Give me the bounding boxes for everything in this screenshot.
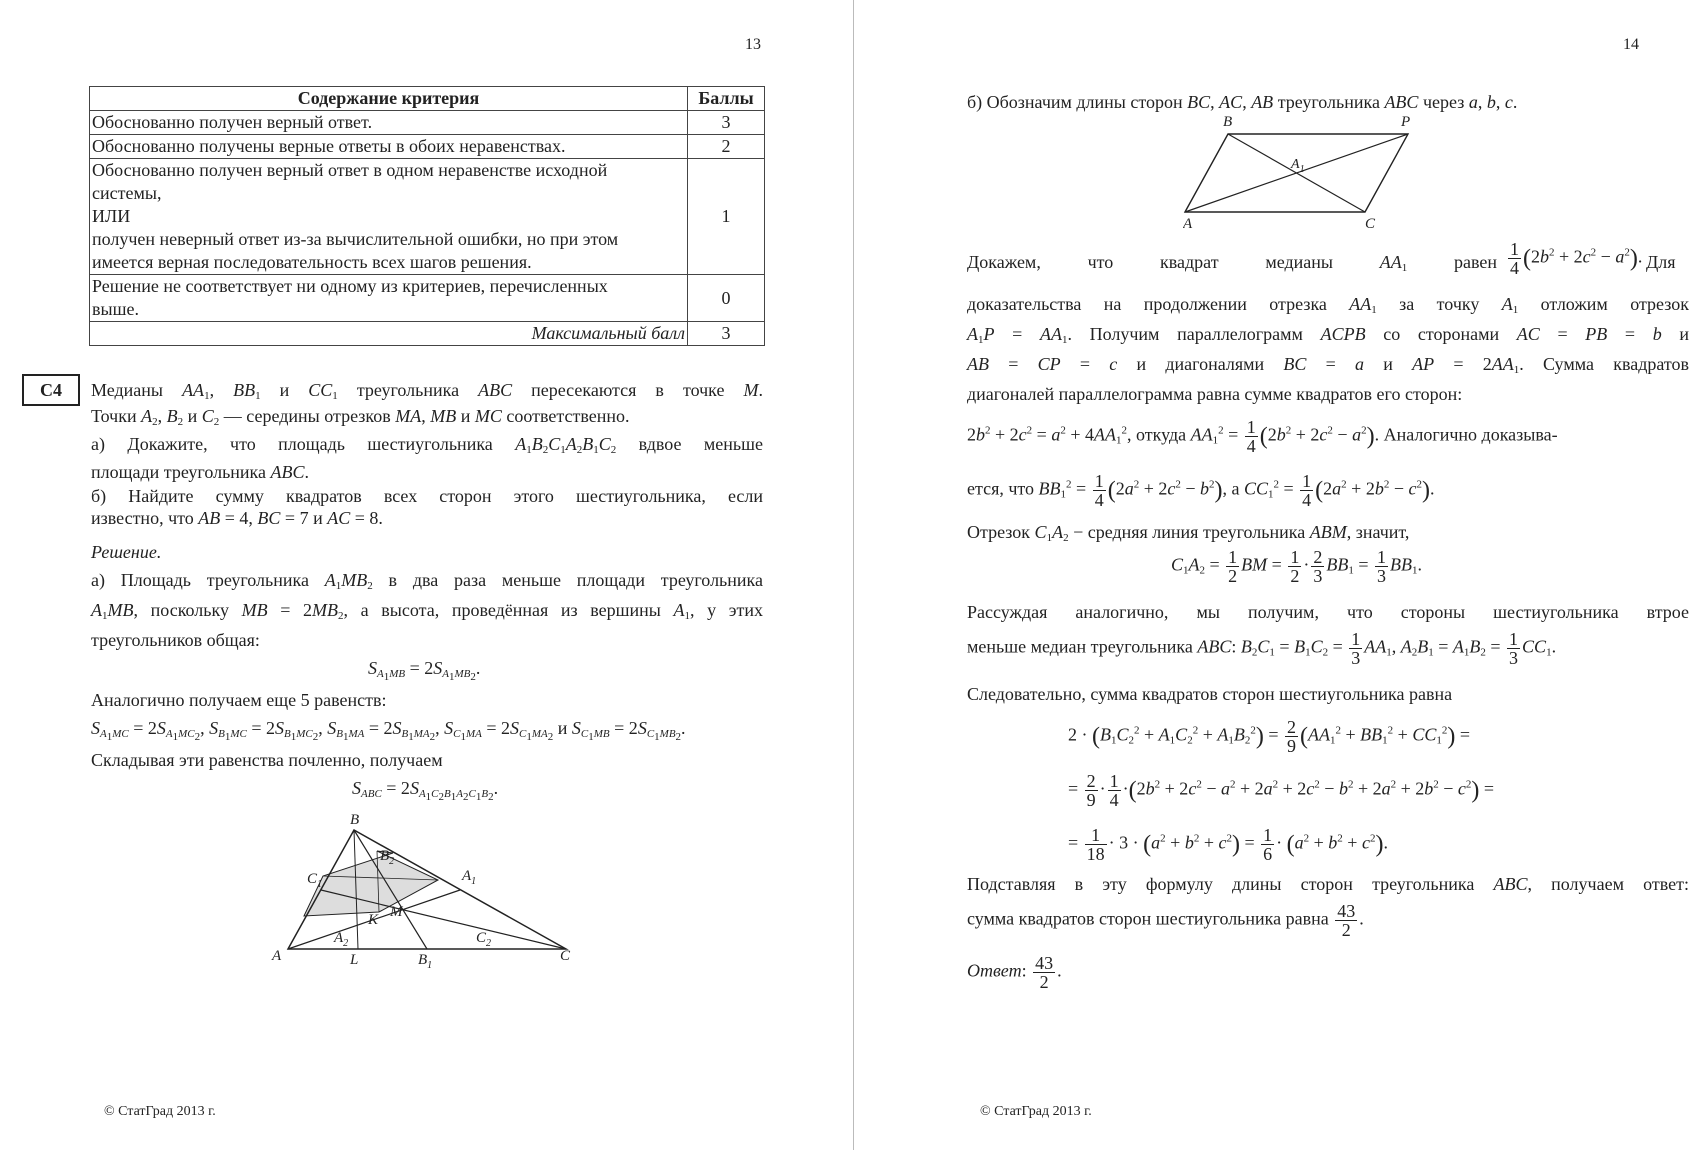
proof-line: Следовательно, сумма квадратов сторон шестиугольника равна: [967, 684, 1453, 704]
solution-label: Решение.: [91, 542, 162, 562]
table-row: [90, 275, 765, 322]
criterion-cell: [90, 159, 688, 275]
page-left: [0, 0, 850, 1150]
label-b2: $B_2$: [380, 848, 395, 867]
solution-line: Аналогично получаем еще 5 равенств:: [91, 690, 387, 710]
solution-line: Складывая эти равенства почленно, получаем: [91, 750, 443, 770]
points-cell: 1: [688, 159, 765, 275]
label-l: L: [350, 952, 359, 968]
solution-line: а) Площадь треугольника $A_1MB_2$ в два раза меньше площади треугольника: [91, 570, 763, 592]
page-divider: [853, 0, 854, 1150]
formula: $2 \cdot (B_1C_2^2 + A_1C_2^2 + A_1B_2^2)$ = $\frac{2}{9}$ $(AA_1^2 + BB_1^2 + CC_1^2)$ =: [1068, 717, 1470, 756]
label-a1: $A_1$: [1291, 157, 1305, 175]
proof-line: Докажем, что квадрат медианы $AA_1$ равен: [967, 252, 1497, 274]
formula: $S_{A_1MB} = 2S_{A_1MB_2}$.: [368, 658, 481, 683]
page-number: 13: [745, 36, 761, 53]
task-part-b-cont: известно, что AB = 4, BC = 7 и AC = 8.: [91, 508, 383, 528]
label-c2: $C_2$: [476, 930, 492, 949]
points-cell: 2: [688, 135, 765, 159]
part-b-intro: б) Обозначим длины сторон BC, AC, AB треугольника ABC через a, b, c.: [967, 92, 1518, 112]
task-label: C4: [22, 374, 80, 406]
label-b: B: [1223, 114, 1233, 130]
criterion-line: Обоснованно получен верный ответ в одном неравенстве исходной: [92, 160, 608, 180]
answer-label: Ответ: [967, 960, 1022, 981]
task-statement-line: Точки $A_2$, $B_2$ и $C_2$ — середины отрезков MA, MB и MC соответственно.: [91, 406, 630, 428]
max-points: 3: [688, 322, 765, 346]
proof-line: диагоналей параллелограмма равна сумме квадратов его сторон:: [967, 384, 1463, 404]
table-row: [90, 159, 765, 275]
proof-line: Отрезок $C_1A_2$ − средняя линия треугольника ABM, значит,: [967, 522, 1410, 544]
formula-line: $2b^2 + 2c^2 = a^2 + 4AA_1^2$, откуда $AA_1^2$ = $\frac{1}{4}$ $(2b^2 + 2c^2 - a^2)$. Аналогично доказыва-: [967, 417, 1558, 456]
label-c: C: [1365, 216, 1376, 228]
formula-line: меньше медиан треугольника ABC: $B_2C_1 = B_1C_2$ = $\frac{1}{3}$ $AA_1$, $A_2B_1 = A_1B_2$ = $\frac{1}{3}$ $CC_1$.: [967, 629, 1557, 668]
proof-line: AB = CP = c и диагоналями BC = a и AP = $2AA_1$. Сумма квадратов: [967, 354, 1690, 376]
answer-numerator: 43: [1035, 953, 1054, 973]
label-b1: $B_1$: [418, 952, 433, 970]
proof-line: Рассуждая аналогично, мы получим, что стороны шестиугольника втрое: [967, 602, 1689, 622]
criterion-cell: Обоснованно получен верный ответ.: [90, 111, 688, 135]
table-row-max: [90, 322, 765, 346]
solution-line: треугольников общая:: [91, 630, 260, 650]
criterion-line: Решение не соответствует ни одному из критериев, перечисленных: [92, 276, 608, 296]
formula: $\frac{1}{4}$ $(2b^2 + 2c^2 - a^2)$.: [1510, 239, 1643, 278]
page-number: 14: [1623, 36, 1639, 53]
criterion-line: выше.: [92, 299, 139, 319]
label-p: P: [1401, 114, 1411, 130]
points-cell: 3: [688, 111, 765, 135]
table-header-row: [90, 87, 765, 111]
criterion-line: имеется верная последовательность всех шагов решения.: [92, 252, 532, 272]
triangle-figure: [270, 808, 580, 970]
formula: = $\frac{1}{18}$ · $3 \cdot (a^2 + b^2 + c^2)$ = $\frac{1}{6}$ · $(a^2 + b^2 + c^2)$.: [1068, 825, 1388, 864]
label-a: A: [1183, 216, 1193, 228]
criterion-cell: [90, 275, 688, 322]
label-m: M: [390, 904, 403, 920]
criterion-line: получен неверный ответ из-за вычислительной ошибки, но при этом: [92, 229, 619, 249]
header-points: Баллы: [688, 87, 765, 111]
label-c1: $C_1$: [307, 871, 323, 890]
criterion-line: системы,: [92, 183, 162, 203]
max-label: Максимальный балл: [90, 322, 688, 346]
table-row: [90, 135, 765, 159]
parallelogram-figure: [1183, 114, 1413, 228]
label-k: K: [368, 912, 379, 928]
proof-line: Подставляя в эту формулу длины сторон треугольника ABC, получаем ответ:: [967, 874, 1690, 894]
label-c: C: [560, 948, 571, 964]
proof-line: сумма квадратов сторон шестиугольника равна $\frac{43}{2}$ .: [967, 901, 1364, 940]
proof-word: Для: [1646, 252, 1676, 272]
task-part-a: а) Докажите, что площадь шестиугольника $A_1B_2C_1A_2B_1C_2$ вдвое меньше: [91, 434, 763, 456]
label-b: B: [350, 812, 360, 828]
header-criterion: Содержание критерия: [90, 87, 688, 111]
points-cell: 0: [688, 275, 765, 322]
page-right: [858, 0, 1706, 1150]
formula-line: ется, что $BB_1^2$ = $\frac{1}{4}$ $(2a^2 + 2c^2 - b^2)$, а $CC_1^2$ = $\frac{1}{4}$ $(2a^2 + 2b^2 - c^2)$.: [967, 471, 1435, 510]
criteria-table: [89, 86, 765, 346]
answer: Ответ: $\frac{43}{2}$ .: [967, 953, 1062, 992]
footer: © СтатГрад 2013 г.: [980, 1104, 1092, 1119]
task-part-a-cont: площади треугольника ABC.: [91, 462, 309, 482]
formula: $S_{ABC} = 2S_{A_1C_2B_1A_2C_1B_2}$.: [352, 778, 499, 803]
solution-line: $A_1MB$, поскольку MB = $2MB_2$, а высота, проведённая из вершины $A_1$, у этих: [91, 600, 763, 622]
criterion-cell: Обоснованно получены верные ответы в обоих неравенствах.: [90, 135, 688, 159]
formula: $C_1A_2$ = $\frac{1}{2}$ BM = $\frac{1}{2}$ · $\frac{2}{3}$ $BB_1$ = $\frac{1}{3}$ $BB_1$.: [1171, 547, 1422, 586]
formula-equalities: $S_{A_1MC} = 2S_{A_1MC_2}$, $S_{B_1MC} = 2S_{B_1MC_2}$, $S_{B_1MA} = 2S_{B_1MA_2}$, $S_{C_1MA} = 2S_{C_1MA_2}$ и $S_{C_1MB} = 2S_{C_1MB_2}$.: [91, 718, 686, 743]
proof-line: $A_1P = AA_1$. Получим параллелограмм ACPB со сторонами AC = PB = b и: [967, 324, 1689, 346]
task-part-b: б) Найдите сумму квадратов всех сторон этого шестиугольника, если: [91, 486, 763, 506]
label-a2: $A_2$: [334, 930, 349, 949]
label-a: A: [272, 948, 282, 964]
criterion-line: ИЛИ: [92, 206, 131, 226]
label-a1: $A_1$: [462, 868, 477, 887]
formula: = $\frac{2}{9}$ · $\frac{1}{4}$ $\cdot(2b^2 + 2c^2 - a^2 + 2a^2 + 2c^2 - b^2 + 2a^2 + 2b^2 - c^2)$ =: [1068, 771, 1495, 810]
proof-line: доказательства на продолжении отрезка $AA_1$ за точку $A_1$ отложим отрезок: [967, 294, 1689, 316]
footer: © СтатГрад 2013 г.: [104, 1104, 216, 1119]
answer-denominator: 2: [1039, 972, 1049, 992]
task-statement-line: Медианы $AA_1$, $BB_1$ и $CC_1$ треугольника ABC пересекаются в точке M.: [91, 380, 763, 402]
table-row: [90, 111, 765, 135]
